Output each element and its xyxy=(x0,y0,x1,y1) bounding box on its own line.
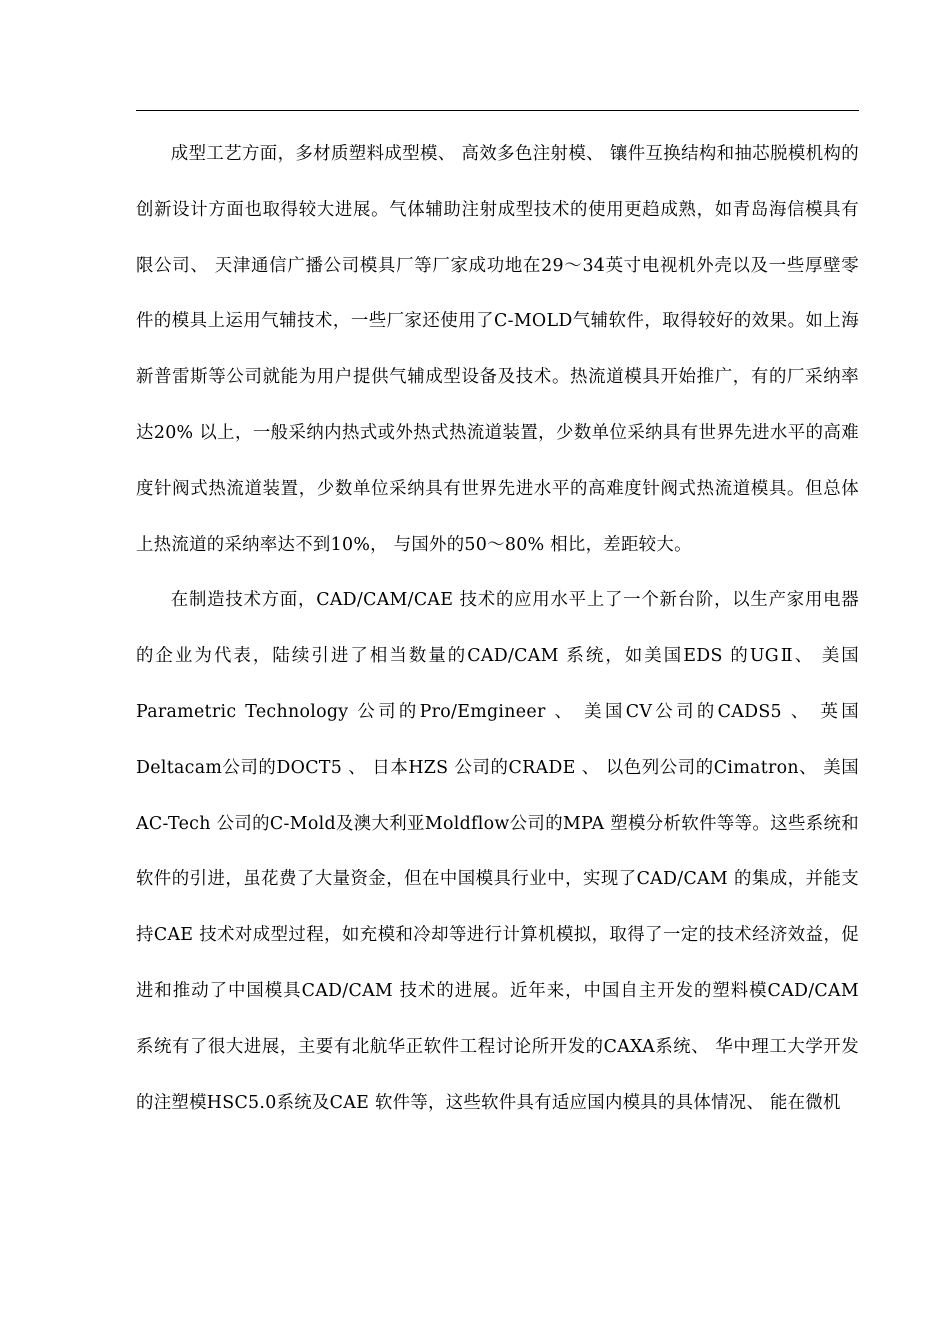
document-body xyxy=(136,127,859,1131)
paragraph-molding-process: 成型工艺方面，多材质塑料成型模、 高效多色注射模、 镶件互换结构和抽芯脱模机构的创新设计方面也取得较大进展。气体辅助注射成型技术的使用更趋成熟，如青岛海信模具有限公司、 天津通信广播公司模具厂等厂家成功地在29～34英寸电视机外壳以及一些厚壁零件的模具上运用气辅技术，一些厂家还使用了C-MOLD气辅软件，取得较好的效果。如上海新普雷斯等公司就能为用户提供气辅成型设备及技术。热流道模具开始推广，有的厂采纳率达20% 以上，一般采纳内热式或外热式热流道装置，少数单位采纳具有世界先进水平的高难度针阀式热流道装置，少数单位采纳具有世界先进水平的高难度针阀式热流道模具。但总体上热流道的采纳率达不到10%， 与国外的50～80% 相比，差距较大。 xyxy=(136,144,859,555)
header-rule xyxy=(136,110,859,111)
paragraph-manufacturing-technology: 在制造技术方面，CAD/CAM/CAE 技术的应用水平上了一个新台阶，以生产家用电器的企业为代表，陆续引进了相当数量的CAD/CAM 系统，如美国EDS 的UGⅡ、 美国Parametric Technology 公司的Pro/Emgineer 、 美国CV公司的CADS5 、 英国Deltacam公司的DOCT5 、 日本HZS 公司的CRADE 、 以色列公司的Cimatron、 美国AC-Tech 公司的C-Mold及澳大利亚Moldflow公司的MPA 塑模分析软件等等。这些系统和软件的引进，虽花费了大量资金，但在中国模具行业中，实现了CAD/CAM 的集成，并能支持CAE 技术对成型过程，如充模和冷却等进行计算机模拟，取得了一定的技术经济效益，促进和推动了中国模具CAD/CAM 技术的进展。近年来，中国自主开发的塑料模CAD/CAM 系统有了很大进展，主要有北航华正软件工程讨论所开发的CAXA系统、 华中理工大学开发的注塑模HSC5.0系统及CAE 软件等，这些软件具有适应国内模具的具体情况、 能在微机 xyxy=(136,590,859,1113)
